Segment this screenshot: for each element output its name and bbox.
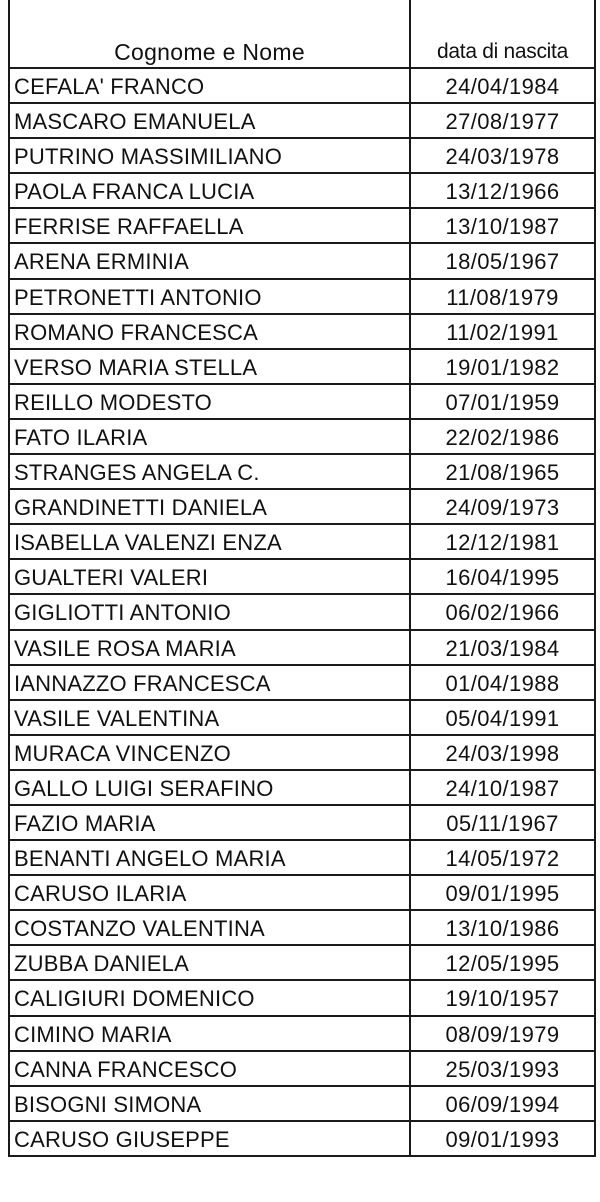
birth-date-cell: 16/04/1995 — [445, 565, 560, 591]
table-row — [0, 631, 600, 666]
birth-date-cell: 18/05/1967 — [445, 249, 560, 275]
birth-date-cell: 08/09/1979 — [445, 1021, 560, 1047]
table-row — [0, 701, 600, 736]
column-header-birth-date: data di nascita — [437, 40, 568, 63]
person-name-cell: IANNAZZO FRANCESCA — [14, 670, 271, 696]
birth-date-cell: 13/12/1966 — [445, 179, 560, 205]
birth-date-cell: 06/09/1994 — [445, 1091, 560, 1117]
person-name-cell: ISABELLA VALENZI ENZA — [14, 530, 282, 556]
birth-date-cell: 05/04/1991 — [445, 705, 560, 731]
table-row — [0, 1017, 600, 1052]
person-name-cell: CANNA FRANCESCO — [14, 1056, 238, 1082]
table-row — [0, 736, 600, 771]
table-row — [0, 806, 600, 841]
person-name-cell: BENANTI ANGELO MARIA — [14, 846, 286, 872]
birth-date-cell: 12/05/1995 — [445, 951, 560, 977]
birth-date-cell: 27/08/1977 — [445, 109, 560, 135]
person-name-cell: FATO ILARIA — [14, 424, 148, 450]
table-row — [0, 490, 600, 525]
birth-date-cell: 09/01/1993 — [445, 1126, 560, 1152]
birth-date-cell: 09/01/1995 — [445, 881, 560, 907]
birth-date-cell: 13/10/1987 — [445, 214, 560, 240]
table-row — [0, 911, 600, 946]
birth-date-cell: 11/02/1991 — [446, 319, 559, 345]
row-divider — [8, 1155, 594, 1157]
person-name-cell: STRANGES ANGELA C. — [14, 460, 260, 486]
table-row — [0, 455, 600, 490]
birth-date-cell: 21/08/1965 — [445, 460, 560, 486]
table-row — [0, 841, 600, 876]
birth-date-cell: 19/01/1982 — [445, 354, 560, 380]
person-name-cell: VERSO MARIA STELLA — [14, 354, 258, 380]
person-name-cell: VASILE ROSA MARIA — [14, 635, 236, 661]
birth-date-cell: 25/03/1993 — [445, 1056, 560, 1082]
birth-date-cell: 24/09/1973 — [445, 495, 560, 521]
person-name-cell: CALIGIURI DOMENICO — [14, 986, 255, 1012]
table-row — [0, 69, 600, 104]
person-name-cell: CARUSO ILARIA — [14, 881, 187, 907]
birth-date-cell: 12/12/1981 — [445, 530, 560, 556]
table-row — [0, 420, 600, 455]
birth-date-cell: 05/11/1967 — [446, 810, 559, 836]
table-row — [0, 946, 600, 981]
birth-date-cell: 14/05/1972 — [445, 846, 560, 872]
table-row — [0, 1087, 600, 1122]
table-row — [0, 244, 600, 279]
table-row — [0, 666, 600, 701]
birth-date-cell: 11/08/1979 — [446, 284, 559, 310]
table-row — [0, 771, 600, 806]
table-row — [0, 595, 600, 630]
person-name-cell: CARUSO GIUSEPPE — [14, 1126, 230, 1152]
person-name-cell: ROMANO FRANCESCA — [14, 319, 258, 345]
person-name-cell: GIGLIOTTI ANTONIO — [14, 600, 231, 626]
table-row — [0, 981, 600, 1016]
table-row — [0, 525, 600, 560]
person-name-cell: FAZIO MARIA — [14, 810, 156, 836]
table-row — [0, 209, 600, 244]
table-row — [0, 315, 600, 350]
person-name-cell: PAOLA FRANCA LUCIA — [14, 179, 255, 205]
birth-date-cell: 07/01/1959 — [445, 389, 560, 415]
person-name-cell: CIMINO MARIA — [14, 1021, 172, 1047]
birth-date-cell: 13/10/1986 — [445, 916, 560, 942]
table-row — [0, 1052, 600, 1087]
person-name-cell: ZUBBA DANIELA — [14, 951, 189, 977]
person-name-cell: PETRONETTI ANTONIO — [14, 284, 262, 310]
table-row — [0, 876, 600, 911]
person-name-cell: PUTRINO MASSIMILIANO — [14, 144, 283, 170]
birth-date-cell: 24/03/1978 — [445, 144, 560, 170]
table-row — [0, 139, 600, 174]
table-body — [0, 69, 600, 1157]
person-name-cell: FERRISE RAFFAELLA — [14, 214, 244, 240]
person-name-cell: MASCARO EMANUELA — [14, 109, 256, 135]
table-row — [0, 385, 600, 420]
person-name-cell: REILLO MODESTO — [14, 389, 212, 415]
table-row — [0, 350, 600, 385]
birth-date-cell: 01/04/1988 — [445, 670, 560, 696]
birth-date-cell: 19/10/1957 — [445, 986, 560, 1012]
birth-date-cell: 21/03/1984 — [445, 635, 560, 661]
birth-date-cell: 24/03/1998 — [445, 740, 560, 766]
column-header-name: Cognome e Nome — [114, 39, 305, 65]
person-name-cell: VASILE VALENTINA — [14, 705, 220, 731]
birth-date-cell: 06/02/1966 — [445, 600, 560, 626]
person-name-cell: CEFALA' FRANCO — [14, 74, 205, 99]
table-row — [0, 1122, 600, 1157]
birth-date-cell: 22/02/1986 — [445, 424, 560, 450]
birth-date-cell: 24/04/1984 — [445, 74, 560, 99]
person-name-cell: ARENA ERMINIA — [14, 249, 189, 275]
birth-date-cell: 24/10/1987 — [445, 775, 560, 801]
table-row — [0, 174, 600, 209]
person-name-cell: GALLO LUIGI SERAFINO — [14, 775, 274, 801]
person-name-cell: MURACA VINCENZO — [14, 740, 231, 766]
table-row — [0, 560, 600, 595]
person-name-cell: GUALTERI VALERI — [14, 565, 209, 591]
person-name-cell: BISOGNI SIMONA — [14, 1091, 202, 1117]
person-name-cell: GRANDINETTI DANIELA — [14, 495, 268, 521]
table-row — [0, 104, 600, 139]
person-name-cell: COSTANZO VALENTINA — [14, 916, 265, 942]
table-row — [0, 280, 600, 315]
